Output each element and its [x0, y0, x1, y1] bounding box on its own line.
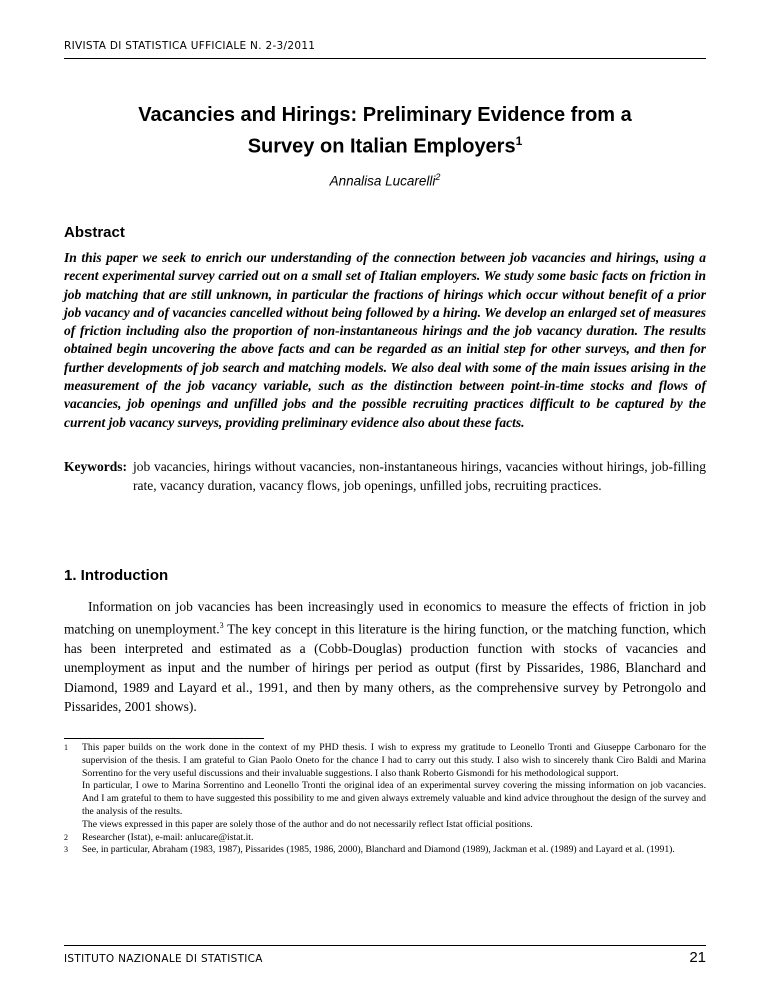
header-divider — [64, 58, 706, 59]
abstract-body: In this paper we seek to enrich our understanding of the connection between job vacancies and hirings, using a recent experimental survey carried out on a small set of Italian employers. We study some basic facts on friction in job matching that are still unknown, in particular the fractions of hirings which occur without benefit of a prior job vacancy and of vacancies cancelled without being followed by a hiring. We develop an enlarged set of measures of friction including also the proportion of non-instantaneous hirings and the job vacancy duration. The results obtained begin uncovering the above facts and can be regarded as an initial step for other surveys, and then for further developments of job search and matching models. We also deal with some of the main issues arising in the measurement of the job vacancy variable, such as the distinction between point-in-time stocks and flows of vacancies, job openings and unfilled jobs and the possible recruiting practices difficult to be captured by the current job vacancy surveys, providing preliminary evidence also about these facts. — [64, 250, 706, 430]
abstract-heading: Abstract — [64, 224, 125, 241]
keywords-list: job vacancies, hirings without vacancies, non-instantaneous hirings, vacancies without hirings, job-filling rate, vacancy duration, vacancy flows, job openings, unfilled jobs, recruiting practices. — [133, 459, 706, 493]
introduction-heading: 1. Introduction — [64, 567, 169, 584]
running-header: RIVISTA DI STATISTICA UFFICIALE N. 2-3/2011 — [64, 40, 316, 52]
intro-text-part-2: The key concept in this literature is the hiring function, or the matching function, which has been interpreted and estimated as a (Cobb-Douglas) production function with stocks of vacancies and unemployment as input and the number of hirings per period as output (first by Pissarides, 1986, Blanchard and Diamond, 1989 and Layard et al., 1991, and then by many others, as the comprehensive survey by Petrongolo and Pissarides, 2001 shows). — [64, 621, 706, 714]
footnote-2-body — [82, 832, 706, 845]
paper-title — [64, 102, 706, 160]
footnote-3-paragraph-1: See, in particular, Abraham (1983, 1987), Pissarides (1985, 1986, 2000), Blanchard and Diamond (1989), Jackman et al. (1989) and Layard et al. (1991). — [82, 844, 675, 856]
footnote-2-paragraph-1: Researcher (Istat), e-mail: anlucare@istat.it. — [82, 831, 254, 843]
footer-divider — [64, 945, 706, 946]
footer-institute: ISTITUTO NAZIONALE DI STATISTICA — [64, 953, 263, 965]
keywords-label: Keywords: — [64, 459, 127, 474]
footnote-3-mark: 3 — [64, 845, 68, 855]
footnote-2-mark: 2 — [64, 832, 68, 842]
footnote-2 — [64, 832, 706, 845]
page-number: 21 — [689, 949, 706, 966]
footnote-3 — [64, 844, 706, 857]
footnote-1-paragraph-3: The views expressed in this paper are solely those of the author and do not necessarily reflect Istat official positions. — [82, 818, 533, 830]
author-name — [64, 172, 706, 189]
author-footnote-mark: 2 — [435, 172, 441, 182]
title-line-2: Survey on Italian Employers — [247, 135, 516, 158]
intro-footnote-mark: 3 — [219, 621, 224, 631]
footnote-divider — [64, 738, 264, 739]
footnotes — [64, 742, 706, 857]
keywords-block — [64, 457, 706, 495]
footnote-3-body — [82, 844, 706, 857]
introduction-paragraph — [64, 597, 706, 716]
footnote-1 — [64, 742, 706, 832]
author-text: Annalisa Lucarelli — [329, 173, 436, 189]
footnote-1-paragraph-2: In particular, I owe to Marina Sorrentino and Leonello Tronti the original idea of an experimental survey covering the missing information on job vacancies. And I am grateful to them to have suggested this possibility to me and given always extremely valuable and kind advice throughout the design of the survey and the analysis of the results. — [82, 780, 706, 817]
title-line-1: Vacancies and Hirings: Preliminary Evidence from a — [138, 104, 632, 126]
footnote-1-mark: 1 — [64, 743, 68, 752]
footnote-1-paragraph-1: This paper builds on the work done in the context of my PHD thesis. I wish to express my gratitude to Leonello Tronti and Giuseppe Carbonaro for the supervision of the thesis. I am grateful to Gian Paolo Oneto for the chance I had to carry out this study. I also wish to sincerely thank Ciro Baldi and Marina Sorrentino for the very useful discussions and their invaluable suggestions. I also thank Roberto Gismondi for his methodological support. — [82, 742, 706, 779]
footnote-1-body — [82, 742, 706, 832]
title-footnote-mark: 1 — [515, 134, 523, 148]
intro-text-part-1: Information on job vacancies has been increasingly used in economics to measure the effects of friction in job matching on unemployment. — [64, 599, 706, 637]
